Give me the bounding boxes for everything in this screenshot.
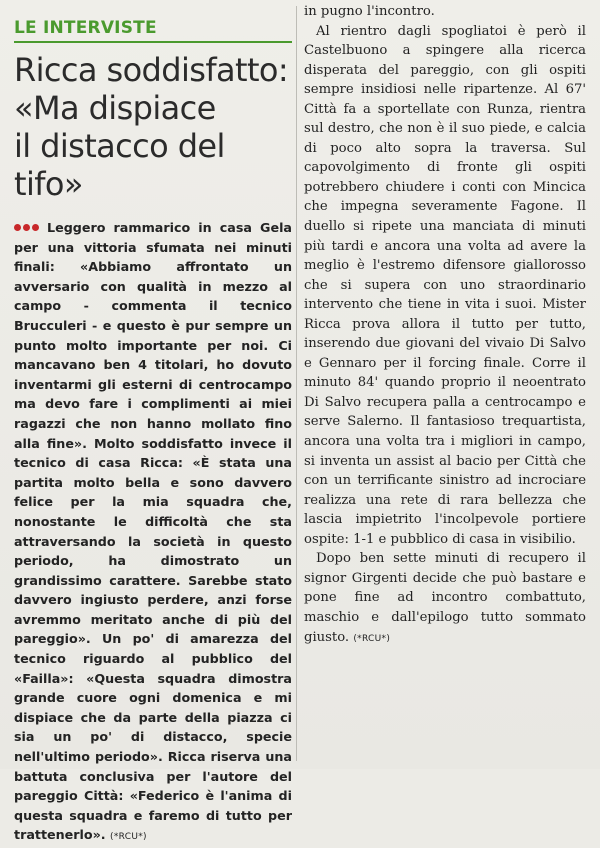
interview-text: Leggero rammarico in casa Gela per una vittoria sfumata nei minuti finali: «Abbiamo affrontato un avversario con qualità in mezzo al campo - commenta il tecnico Brucculeri - e questo è pur sempre un punto molto importante per noi. Ci mancavano ben 4 titolari, ho dovuto inventarmi gli esterni di centrocampo ma devo fare i complimenti ai miei ragazzi che non hanno mollato fino alla fine». Molto soddisfatto invece il tecnico di casa Ricca: «È stata una partita molto bella e sono davvero felice per la mia squadra che, nonostante le difficoltà che sta attraversando la società in questo periodo, ha dimostrato un grandissimo carattere. Sarebbe stato davvero ingiusto perdere, anzi forse avremmo meritato anche di più del pareggio». Un po' di amarezza del tecnico riguardo al pubblico del «Failla»: «Questa squadra dimostra grande cuore ogni domenica e mi dispiace che da parte della piazza ci sia un po' di distacco, specie nell'ultimo periodo». Ricca riserva una battuta conclusiva per l'autore del pareggio Città: «Federico è l'anima di questa squadra e faremo di tutto per trattenerlo».: [14, 220, 292, 843]
section-rule: [14, 41, 292, 43]
headline-line-1: Ricca soddisfatto:: [14, 51, 289, 89]
column-divider: [296, 6, 297, 761]
headline: [14, 51, 292, 203]
bullet-dots-icon: [14, 217, 41, 237]
match-report-paragraph: in pugno l'incontro.: [304, 4, 435, 19]
right-column: [304, 0, 586, 769]
author-signature: (*RCU*): [353, 633, 391, 644]
match-report-final-text: Dopo ben sette minuti di recupero il signor Girgenti decide che può bastare e pone fine ad incontro combattuto, maschio e dall'epilogo tutto sommato giusto.: [304, 551, 586, 645]
match-report-paragraph: [304, 549, 586, 649]
match-report-paragraph: Al rientro dagli spogliatoi è però il Castelbuono a spingere alla ricerca disperata del pareggio, con gli ospiti sempre insidiosi nelle ripartenze. Al 67' Città fa a sportellate con Runza, rientra sul destro, che non è il suo piede, e calcia di poco alto sopra la traversa. Sul capovolgimento di fronte gli ospiti potrebbero chiudere i conti con Mincica che impegna severamente Fagone. Il duello si ripete una manciata di minuti più tardi e ancora una volta ad avere la meglio è l'estremo difensore giallorosso che si supera con uno straordinario intervento che tiene in vita i suoi. Mister Ricca prova allora il tutto per tutto, inserendo due giovani del vivaio Di Salvo e Gennaro per il forcing finale. Corre il minuto 84' quando proprio il neoentrato Di Salvo recupera palla a centrocampo e serve Salerno. Il fantasioso trequartista, ancora una volta tra i migliori in campo, si inventa un assist al bacio per Città che con un terrificante sinistro ad incrociare realizza una rete di rara bellezza che lascia impietrito l'incolpevole portiere ospite: 1-1 e pubblico di casa in visibilio.: [304, 23, 586, 547]
headline-line-3: il distacco del tifo»: [14, 127, 225, 203]
headline-line-2: «Ma dispiace: [14, 89, 216, 127]
author-signature: (*RCU*): [110, 832, 147, 843]
section-label: LE INTERVISTE: [14, 18, 157, 38]
left-column: [14, 0, 292, 843]
interview-body: [14, 217, 292, 848]
